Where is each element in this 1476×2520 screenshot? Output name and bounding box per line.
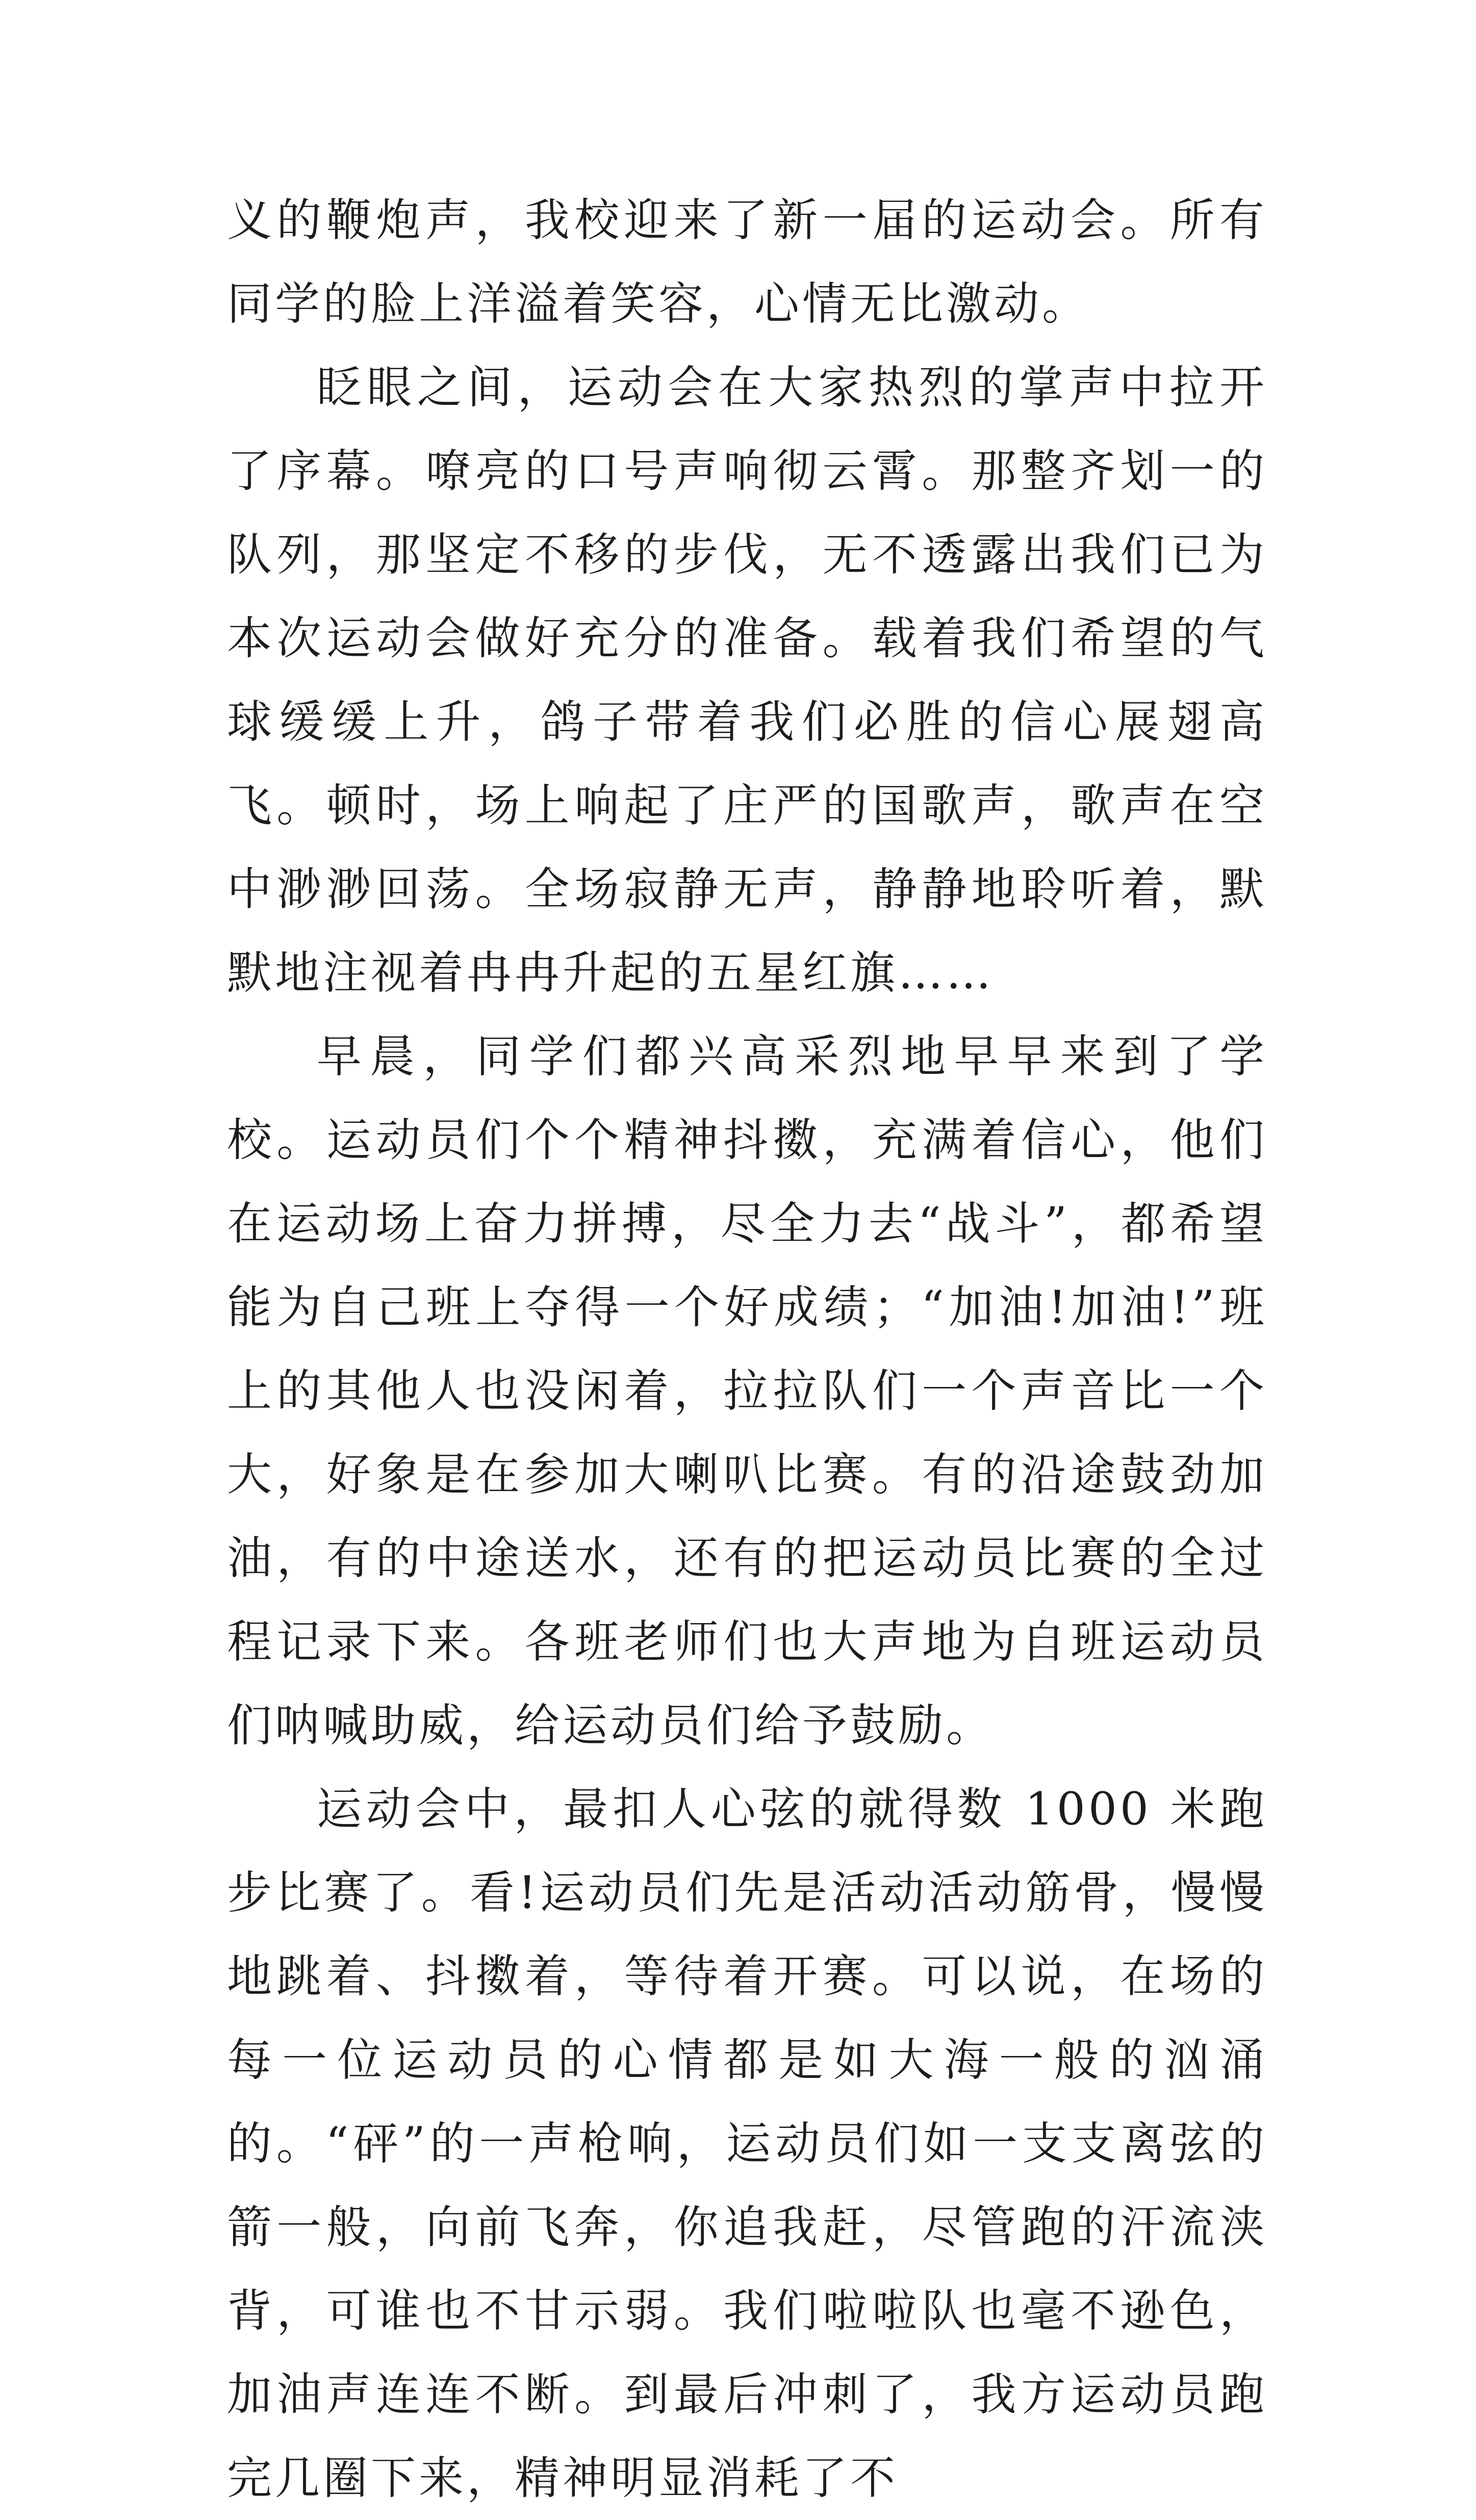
paragraph-3: 早晨，同学们都兴高采烈地早早来到了学校。运动员们个个精神抖擞，充满着信心，他们在运动场上奋力拼搏，尽全力去“战斗”，都希望能为自己班上夺得一个好成绩；“加油!加油!”班上的其他人也没闲着，拉拉队们一个声音比一个大，好象是在参加大喇叭比赛。有的沿途鼓劲加油，有的中途送水，还有的把运动员比赛的全过程记录下来。各班老师们也大声地为自班运动员们呐喊助威，给运动员们给予鼓励。 [227, 1030, 1267, 1752]
document-body [227, 178, 1267, 2520]
paragraph-2: 眨眼之间，运动会在大家热烈的掌声中拉开了序幕。嘹亮的口号声响彻云霄。那整齐划一的队列，那坚定不移的步伐，无不透露出我们已为本次运动会做好充分的准备。载着我们希望的气球缓缓上升，鸽子带着我们必胜的信心展翅高飞。顿时，场上响起了庄严的国歌声，歌声在空中渺渺回荡。全场寂静无声，静静地聆听着，默默地注视着冉冉升起的五星红旗…… [227, 361, 1267, 999]
paragraph-1: 义的鞭炮声，我校迎来了新一届的运动会。所有同学的脸上洋溢着笑容，心情无比激动。 [227, 194, 1267, 330]
paragraph-4: 运动会中，最扣人心弦的就得数 1000 米跑步比赛了。看!运动员们先是活动活动筋骨，慢慢地跳着、抖擞着，等待着开赛。可以说，在场的每一位运动员的心情都是如大海一般的汹涌的。“砰”的一声枪响，运动员们如一支支离弦的箭一般，向前飞奔，你追我赶，尽管跑的汗流浃背，可谁也不甘示弱。我们啦啦队也毫不逊色，加油声连连不断。到最后冲刺了，我方运动员跑完几圈下来，精神明显消耗了不 [227, 1783, 1267, 2504]
